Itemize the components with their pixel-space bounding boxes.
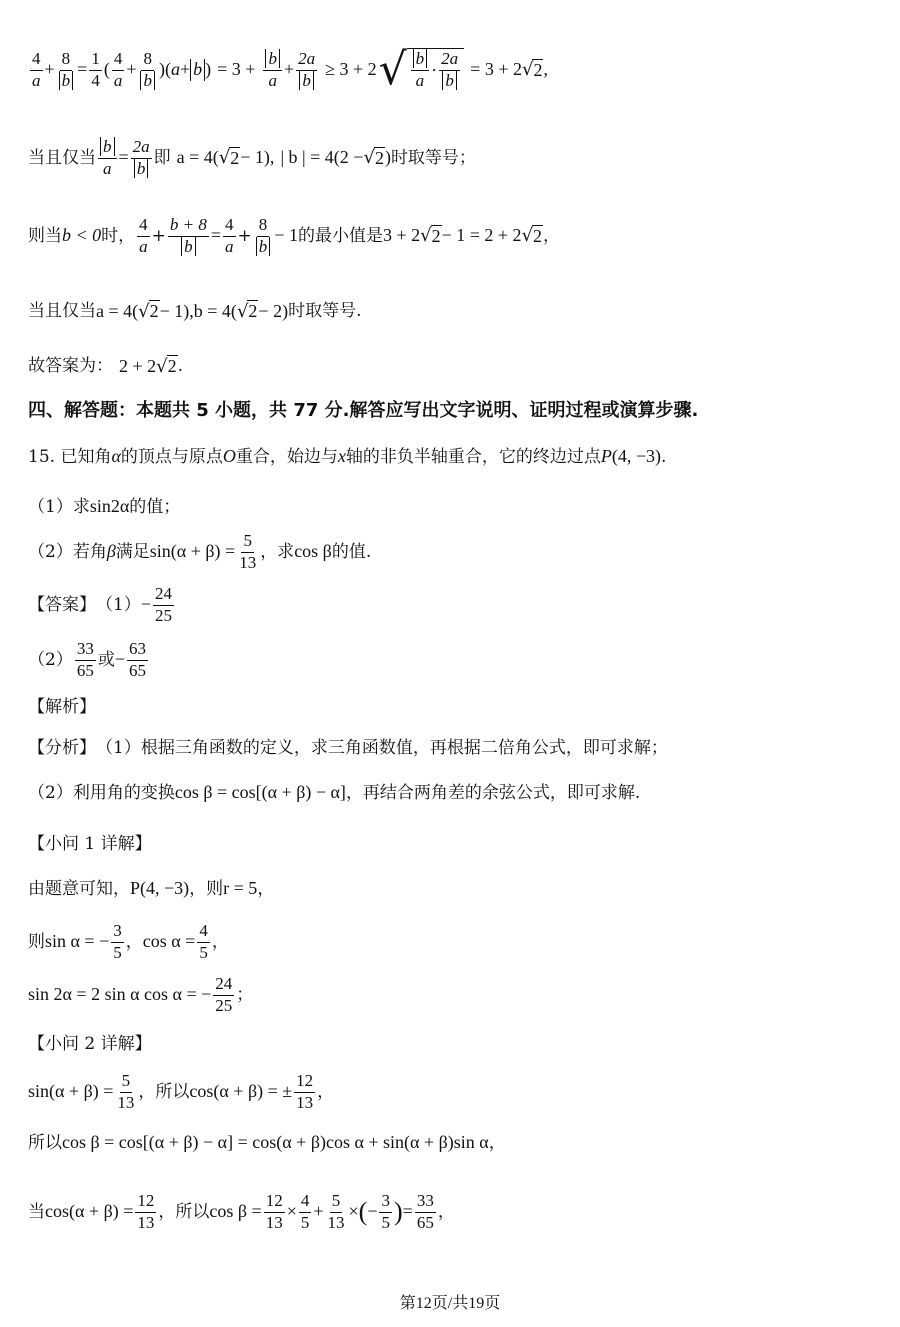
question-15: 15. 已知角 α 的顶点与原点 O 重合，始边与 x 轴的非负半轴重合，它的终边过点 P (4, −3) .: [28, 446, 667, 467]
eq-line-3: 则当 b < 0 时， $\frac{4}{a}$ + $\frac{b + 8}{b}$ = $\frac{4}{a}$ + $\frac{8}{b}$ − 1 的最小值是 3 + 2 √ 2 − 1 = 2 + 2 √ 2 ，: [28, 215, 561, 256]
analysis-2: （2）利用角的变换 cos β = cos[(α + β) − α] ，再结合两角差的余弦公式，即可求解.: [28, 782, 641, 803]
answer-part-2: （2） $\frac{33}{65}$ 或 − $\frac{63}{65}$: [28, 639, 146, 680]
solution-line-4: sin(α + β) = $\frac{5}{13}$ ，所以 cos(α + β) = ± $\frac{12}{13}$ ，: [28, 1071, 335, 1112]
analysis-1: 【分析】 （1）根据三角函数的定义，求三角函数值，再根据二倍角公式，即可求解；: [28, 738, 668, 758]
question-15-part-1: （1）求 sin2α 的值；: [28, 496, 181, 517]
eq-line-4: 当且仅当 a = 4( √ 2 − 1), b = 4( √ 2 − 2) 时取等号.: [28, 300, 362, 322]
question-15-part-2: （2）若角 β 满足 sin(α + β) = $\frac{5}{13}$ ，求 cos β 的值.: [28, 531, 372, 572]
section-title: 四、解答题：本题共 5 小题，共 77 分.解答应写出文字说明、证明过程或演算步骤.: [28, 400, 699, 421]
answer-line-prev: 故答案为： 2 + 2 √ 2 .: [28, 355, 184, 377]
analysis-label: 【解析】: [28, 697, 96, 717]
solution-line-1: 由题意可知， P(4, −3) ，则 r = 5 ，: [28, 878, 275, 899]
answer-part-1: 【答案】 （1） − $\frac{24}{25}$: [28, 584, 172, 625]
solution-line-2: 则 sin α = − $\frac{3}{5}$ ， cos α = $\frac{4}{5}$ ，: [28, 921, 229, 962]
sub-question-2-title: 【小问 2 详解】: [28, 1034, 152, 1054]
eq-line-1: $\frac{4}{a}$ + $\frac{8}{b}$ = $\frac{1}{4}$ ( $\frac{4}{a}$ + $\frac{8}{b}$ )( a + b ) = 3 + $\frac{b}{a}$ + $\frac{2a}{b}$ ≥ 3 + 2 √ $\frac{b}{a}$ · $\frac{2a}{b}$ = 3 + 2 √ 2 ,: [32, 44, 548, 95]
sub-question-1-title: 【小问 1 详解】: [28, 834, 152, 854]
page-footer: 第12页/共19页: [399, 1295, 501, 1312]
eq-line-2: 当且仅当 $\frac{b}{a}$ = $\frac{2a}{b}$ 即 a = 4( √ 2 − 1), | b | = 4(2 − √ 2 ) 时取等号；: [28, 137, 476, 178]
solution-line-6: 当 cos(α + β) = $\frac{12}{13}$ ，所以 cos β = $\frac{12}{13}$ × $\frac{4}{5}$ + $\frac{5}{13}$ × ( − $\frac{3}{5}$ ) = $\frac{33}{65}$ ，: [28, 1191, 455, 1232]
solution-line-5: 所以 cos β = cos[(α + β) − α] = cos(α + β)cos α + sin(α + β)sin α ，: [28, 1132, 506, 1153]
solution-line-3: sin 2α = 2 sin α cos α = − $\frac{24}{25}$ ；: [28, 974, 254, 1015]
